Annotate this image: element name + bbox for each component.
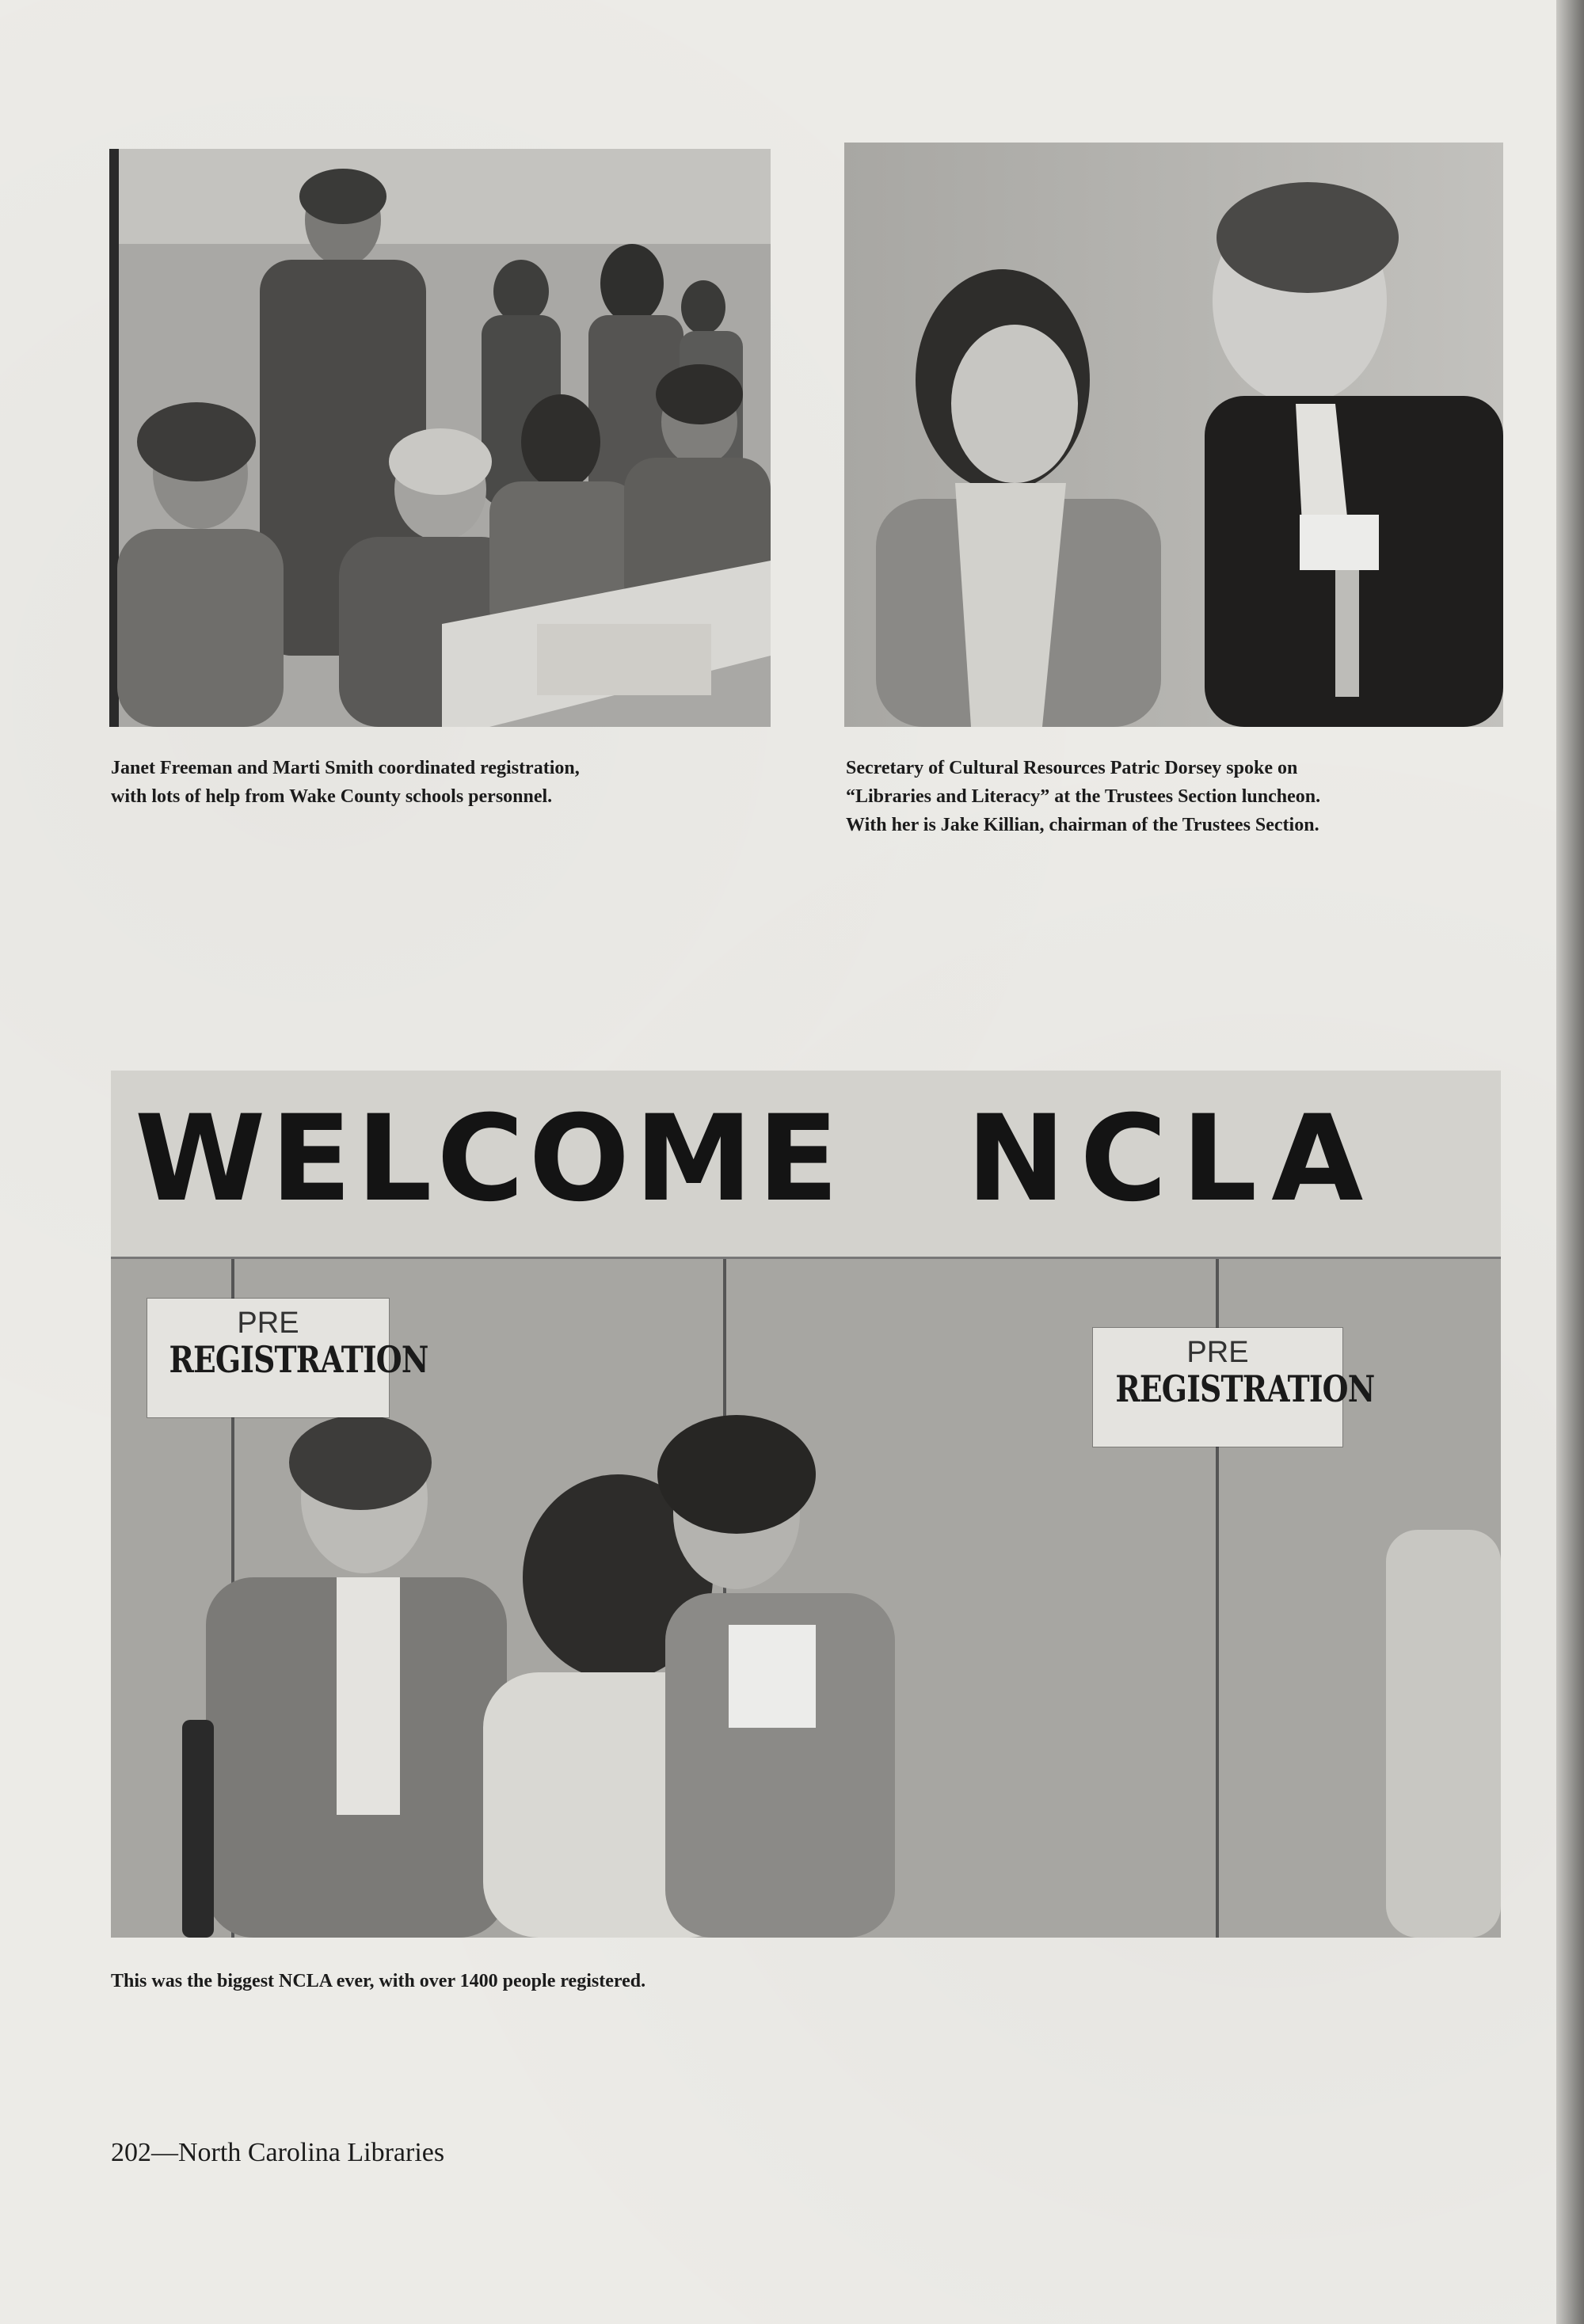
caption-line: Secretary of Cultural Resources Patric Dorsey spoke on: [846, 758, 1298, 778]
banner-text-ncla: NCLA: [966, 1090, 1378, 1228]
photo-dorsey-and-killian-image: [844, 143, 1503, 727]
caption-dorsey-and-killian: [846, 754, 1505, 839]
sign-text-registration: REGISTRATION: [1115, 1367, 1375, 1410]
caption-registration-volunteers: [111, 754, 768, 811]
page-footer: 202—North Carolina Libraries: [111, 2138, 445, 2167]
caption-line: Janet Freeman and Marti Smith coordinated registration,: [111, 758, 580, 778]
pre-registration-sign-right: [1093, 1328, 1375, 1447]
photo-dorsey-and-killian: [844, 143, 1503, 727]
pre-registration-sign-left: [147, 1299, 428, 1417]
caption-line: With her is Jake Killian, chairman of the Trustees Section.: [846, 815, 1319, 835]
caption-welcome-ncla-registration: This was the biggest NCLA ever, with over 1400 people registered.: [111, 1971, 646, 1991]
banner-text-welcome: WELCOME: [135, 1090, 843, 1228]
sign-text-pre: PRE: [1186, 1336, 1249, 1369]
sign-text-registration: REGISTRATION: [169, 1338, 428, 1381]
sign-text-pre: PRE: [237, 1307, 299, 1340]
caption-line: “Libraries and Literacy” at the Trustees Section luncheon.: [846, 786, 1321, 807]
photo-registration-volunteers: [109, 149, 771, 727]
photo-welcome-ncla-registration: [111, 1071, 1501, 1938]
photo-registration-volunteers-image: [109, 149, 771, 727]
caption-line: with lots of help from Wake County schools personnel.: [111, 786, 553, 807]
page-spine-shadow: [1556, 0, 1584, 2324]
welcome-banner: [111, 1071, 1501, 1259]
